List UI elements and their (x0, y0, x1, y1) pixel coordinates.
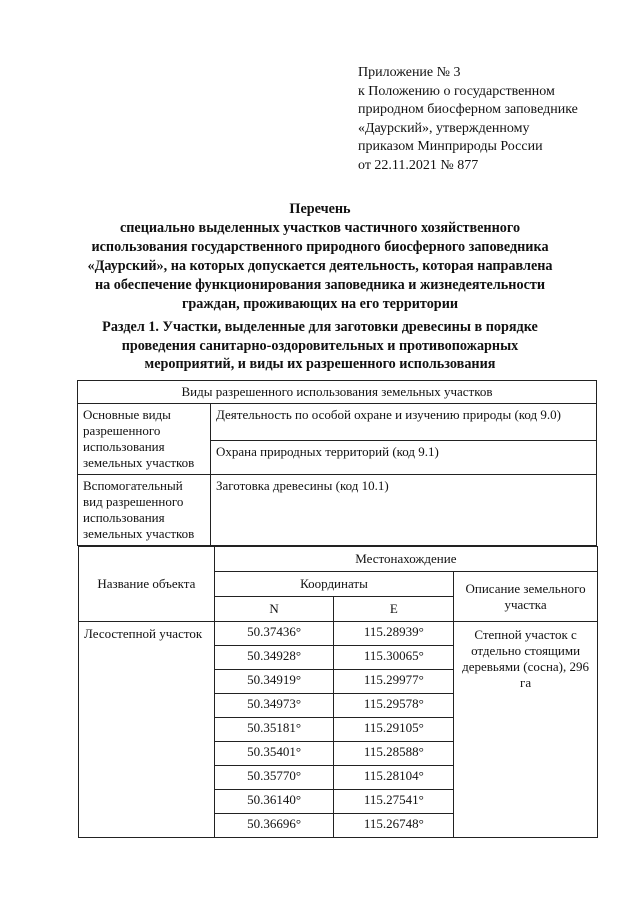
annex-line: Приложение № 3 (358, 65, 461, 80)
coord-n: 50.36140° (214, 790, 334, 814)
coord-e: 115.28939° (334, 622, 454, 646)
coord-e: 115.27541° (334, 790, 454, 814)
main-use-label: Основные виды разрешенного использования земельных участков (78, 404, 211, 475)
coord-n: 50.36696° (214, 814, 334, 838)
annex-reference (358, 64, 578, 176)
col-coords-header: Координаты (214, 572, 453, 597)
coord-e: 115.30065° (334, 646, 454, 670)
annex-line: природном биосферном заповеднике (358, 102, 578, 118)
col-location-header: Местонахождение (214, 547, 597, 572)
coord-n: 50.35770° (214, 766, 334, 790)
object-name: Лесостепной участок (79, 622, 215, 838)
land-use-header: Виды разрешенного использования земельных участков (78, 381, 597, 404)
coord-e: 115.28104° (334, 766, 454, 790)
coord-n: 50.35181° (214, 718, 334, 742)
col-desc-header: Описание земельного участка (454, 572, 598, 622)
coord-e: 115.26748° (334, 814, 454, 838)
title-line: Перечень (289, 201, 351, 217)
coord-n: 50.34973° (214, 694, 334, 718)
coord-e: 115.28588° (334, 742, 454, 766)
aux-use-item: Заготовка древесины (код 10.1) (211, 475, 597, 546)
coord-e: 115.29578° (334, 694, 454, 718)
main-use-item: Охрана природных территорий (код 9.1) (211, 441, 597, 475)
title-line: граждан, проживающих на его территории (181, 296, 459, 312)
main-use-item: Деятельность по особой охране и изучению природы (код 9.0) (211, 404, 597, 441)
title-line: специально выделенных участков частичного хозяйственного (119, 220, 521, 236)
coord-n: 50.37436° (214, 622, 334, 646)
section-line: Раздел 1. Участки, выделенные для заготовки древесины в порядке (102, 319, 538, 335)
location-table (78, 546, 598, 838)
coord-n: 50.35401° (214, 742, 334, 766)
coord-e: 115.29977° (334, 670, 454, 694)
col-name-header: Название объекта (79, 547, 215, 622)
annex-line: от 22.11.2021 № 877 (358, 157, 479, 173)
title-line: на обеспечение функционирования заповедника и жизнедеятельности (94, 277, 546, 293)
annex-line: к Положению о государственном (358, 83, 555, 99)
col-e-header: E (334, 597, 454, 622)
section-line: мероприятий, и виды их разрешенного использования (144, 356, 496, 372)
title-line: использования государственного природного биосферного заповедника (91, 239, 549, 255)
section-line: проведения санитарно-оздоровительных и противопожарных (121, 337, 519, 354)
coord-n: 50.34919° (214, 670, 334, 694)
coord-n: 50.34928° (214, 646, 334, 670)
col-n-header: N (214, 597, 334, 622)
document-title (70, 200, 570, 314)
coord-e: 115.29105° (334, 718, 454, 742)
section-heading (70, 318, 570, 374)
aux-use-label: Вспомогательный вид разрешенного использования земельных участков (78, 475, 211, 546)
land-use-table (77, 380, 597, 546)
title-line: «Даурский», на которых допускается деятельность, которая направлена (87, 258, 553, 274)
object-description: Степной участок с отдельно стоящими деревьями (сосна), 296 га (454, 622, 598, 838)
annex-line: приказом Минприроды России (358, 139, 543, 155)
annex-line: «Даурский», утвержденному (358, 120, 530, 136)
